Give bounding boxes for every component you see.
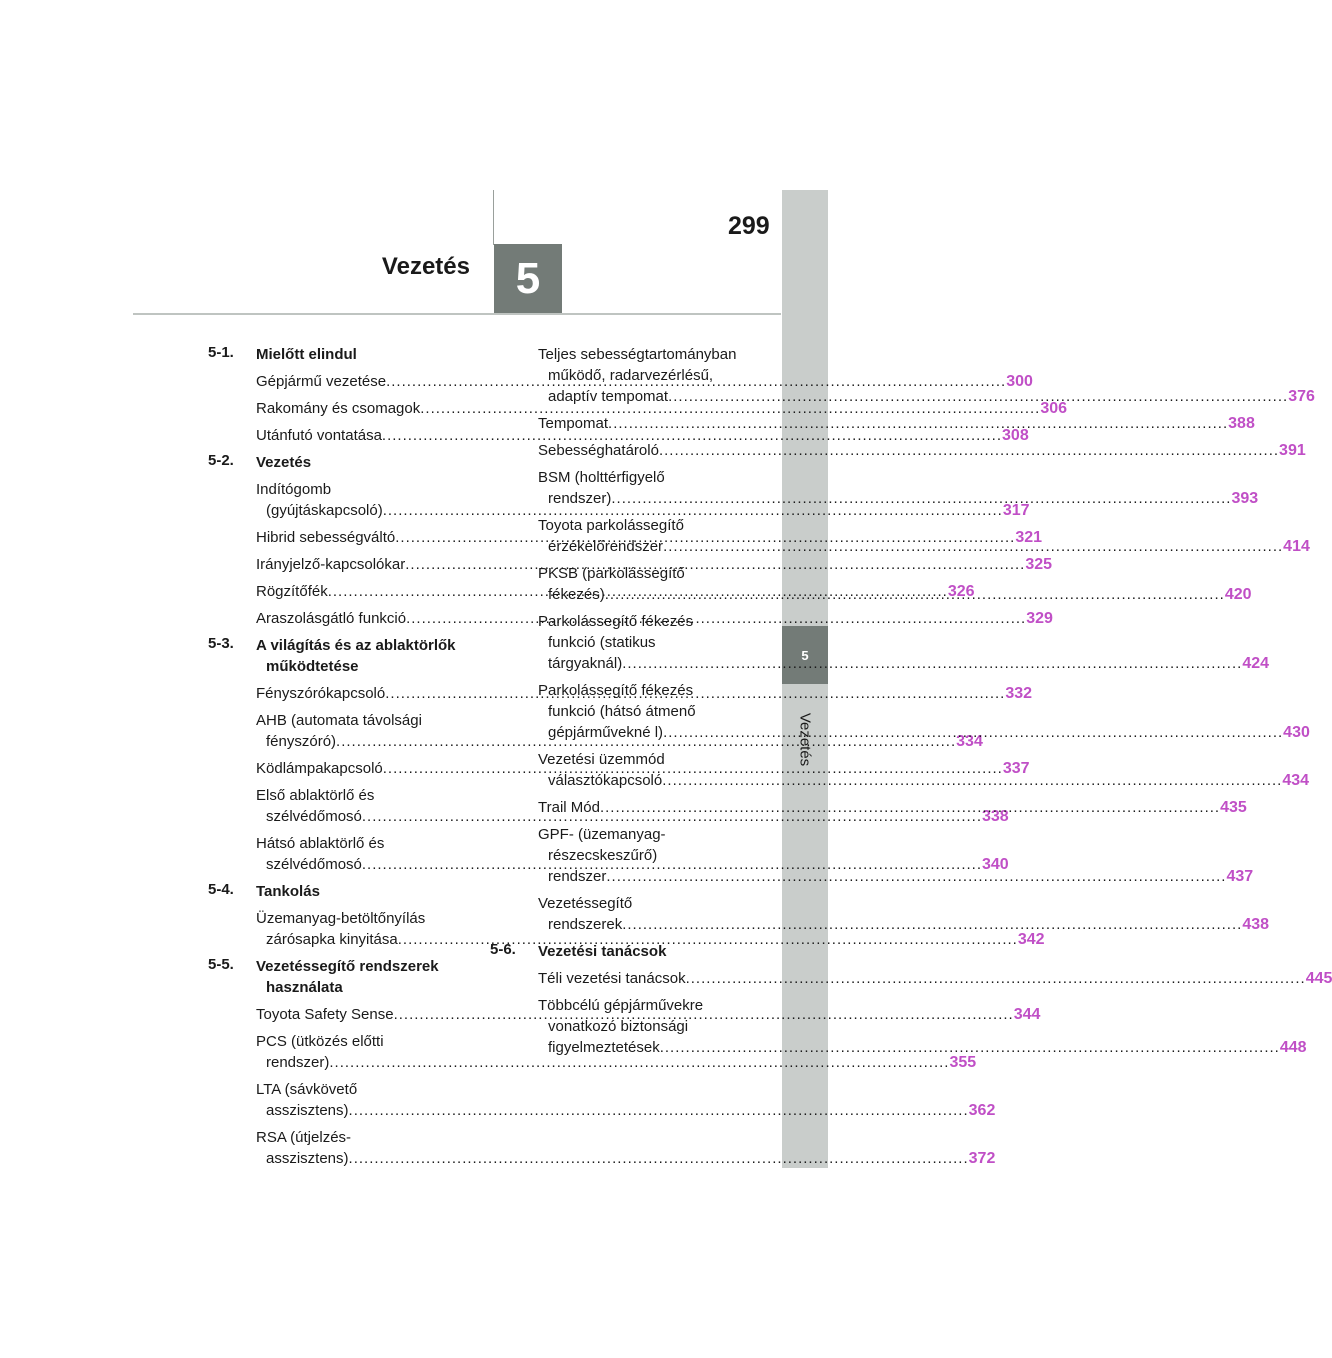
toc-entry-line — [256, 1148, 996, 1169]
page-reference-link[interactable]: 338 — [982, 808, 1009, 825]
dot-leader — [600, 799, 1220, 816]
page-reference-link[interactable]: 420 — [1224, 586, 1252, 603]
toc-entry-line — [538, 968, 1332, 989]
toc-entry-text: Ködlámpakapcsoló — [256, 760, 383, 777]
toc-entry-text: figyelmeztetések — [548, 1039, 660, 1056]
section-title — [256, 956, 466, 998]
toc-entry-line — [256, 1100, 996, 1121]
toc-entry-text: Többcélú gépjárművekre — [538, 997, 704, 1014]
toc-entry[interactable] — [538, 467, 1259, 509]
toc-entry-text: fékezés) — [548, 586, 605, 603]
toc-entry-text: Irányjelző-kapcsolókar — [256, 556, 406, 573]
page-reference-link[interactable]: 438 — [1242, 916, 1270, 933]
toc-entry-line — [256, 1052, 977, 1073]
page-reference-link[interactable]: 326 — [947, 583, 975, 600]
section-heading — [208, 956, 466, 998]
section-title-line: Vezetési tanácsok — [538, 943, 667, 960]
page-reference-link[interactable]: 362 — [968, 1102, 996, 1119]
page-reference-link[interactable]: 325 — [1025, 556, 1053, 573]
page-reference-link[interactable]: 308 — [1002, 427, 1029, 444]
page-reference-link[interactable]: 445 — [1305, 970, 1332, 987]
dot-leader — [605, 586, 1225, 603]
toc-entry-text: GPF- (üzemanyag- — [538, 826, 666, 843]
toc-entry[interactable] — [256, 1127, 996, 1169]
dot-leader — [622, 916, 1242, 933]
dot-leader — [662, 772, 1282, 789]
toc-entry-text: Rakomány és csomagok — [256, 400, 421, 417]
page-reference-link[interactable]: 317 — [1002, 502, 1030, 519]
page-reference-link[interactable]: 329 — [1026, 610, 1053, 627]
toc-entry-text: Indítógomb — [256, 481, 332, 498]
toc-entry-text: Utánfutó vontatása — [256, 427, 382, 444]
toc-entry-text: Tempomat — [538, 415, 609, 432]
toc-entry-text: Üzemanyag-betöltőnyílás — [256, 910, 426, 927]
toc-entry-line — [538, 488, 1259, 509]
page-reference-link[interactable]: 300 — [1006, 373, 1033, 390]
toc-entry-line — [538, 914, 1270, 935]
page-reference-link[interactable]: 321 — [1015, 529, 1043, 546]
page-reference-link[interactable]: 332 — [1005, 685, 1033, 702]
toc-entry-text: Vezetési üzemmód — [538, 751, 665, 768]
toc-entry-text: PKSB (parkolássegítő — [538, 565, 685, 582]
section-title-line: használata — [266, 979, 343, 996]
page-reference-link[interactable]: 340 — [982, 856, 1009, 873]
section-heading — [490, 941, 738, 962]
toc-entry[interactable] — [538, 968, 1332, 989]
toc-entry-line — [538, 1037, 1307, 1058]
toc-entry-text: AHB (automata távolsági — [256, 712, 422, 729]
toc-entry-text: Araszolásgátló funkció — [256, 610, 407, 627]
header-vertical-rule — [493, 190, 494, 245]
toc-entry-text: részecskeszűrő) — [548, 847, 658, 864]
page-reference-link[interactable]: 430 — [1283, 724, 1310, 741]
toc-entry-text: rendszer — [548, 868, 607, 885]
section-title-line: Vezetéssegítő rendszerek — [256, 958, 439, 975]
page-reference-link[interactable]: 437 — [1226, 868, 1254, 885]
toc-entry-text: Téli vezetési tanácsok — [538, 970, 686, 987]
toc-entry-text: szélvédőmosó — [266, 808, 362, 825]
dot-leader — [668, 388, 1288, 405]
toc-entry-text: RSA (útjelzés- — [256, 1129, 352, 1146]
toc-entry-text: Hátsó ablaktörlő és — [256, 835, 385, 852]
section-title — [256, 344, 466, 365]
toc-entry-line — [538, 770, 1310, 791]
toc-entry-text: Toyota Safety Sense — [256, 1006, 394, 1023]
section-title — [256, 452, 466, 473]
toc-entry-line — [256, 425, 1029, 446]
page-reference-link[interactable]: 344 — [1013, 1006, 1041, 1023]
section-number: 5-2. — [208, 452, 234, 469]
section-heading — [208, 344, 466, 365]
toc-entry-line — [538, 440, 1306, 461]
toc-entry-text: Gépjármű vezetése — [256, 373, 387, 390]
toc-entry-text: fényszóró) — [266, 733, 337, 750]
toc-entry-text: Sebességhatároló — [538, 442, 659, 459]
page-reference-link[interactable]: 424 — [1242, 655, 1270, 672]
toc-entry-text: gépjárművekné l) — [548, 724, 664, 741]
toc-entry-text: érzékelőrendszer — [548, 538, 664, 555]
page-reference-link[interactable]: 334 — [956, 733, 983, 750]
page-reference-link[interactable]: 414 — [1283, 538, 1310, 555]
page-reference-link[interactable]: 376 — [1288, 388, 1315, 405]
toc-entry-text: rendszerek — [548, 916, 623, 933]
dot-leader — [663, 724, 1283, 741]
page-reference-link[interactable]: 388 — [1228, 415, 1255, 432]
dot-leader — [622, 655, 1242, 672]
toc-entry-text: rendszer) — [548, 490, 612, 507]
toc-entry-text: működő, radarvezérlésű, — [548, 367, 714, 384]
page-reference-link[interactable]: 435 — [1220, 799, 1247, 816]
dot-leader — [611, 490, 1231, 507]
section-number: 5-6. — [490, 941, 516, 958]
toc-entry-line — [256, 398, 1068, 419]
toc-entry[interactable] — [256, 425, 1029, 446]
dot-leader — [349, 1102, 969, 1119]
section-title-line: Tankolás — [256, 883, 320, 900]
dot-leader — [686, 970, 1306, 987]
toc-entry-line — [538, 653, 1270, 674]
header-divider — [133, 313, 781, 315]
toc-entry-text: adaptív tempomat — [548, 388, 669, 405]
toc-entry-text: zárósapka kinyitása — [266, 931, 398, 948]
toc-entry-text: PCS (ütközés előtti — [256, 1033, 384, 1050]
section-title — [256, 881, 466, 902]
toc-entry[interactable] — [538, 893, 1270, 935]
page-number: 299 — [728, 212, 770, 240]
toc-entry-text: vonatkozó biztonsági — [548, 1018, 689, 1035]
toc-entry-line — [538, 386, 1315, 407]
dot-leader — [659, 442, 1279, 459]
toc-entry-text: választókapcsoló — [548, 772, 663, 789]
section-number: 5-3. — [208, 635, 234, 652]
page-reference-link[interactable]: 391 — [1279, 442, 1306, 459]
side-tab-label: Vezetés — [796, 712, 814, 767]
section-title-line: Mielőtt elindul — [256, 346, 357, 363]
dot-leader — [606, 868, 1226, 885]
toc-entry[interactable] — [538, 440, 1306, 461]
section-heading — [208, 452, 466, 473]
toc-entry-text: Toyota parkolássegítő — [538, 517, 684, 534]
toc-entry[interactable] — [538, 413, 1255, 434]
section-number: 5-4. — [208, 881, 234, 898]
section-heading — [208, 881, 466, 902]
chapter-number-box: 5 — [494, 244, 562, 314]
page-reference-link[interactable]: 372 — [968, 1150, 996, 1167]
chapter-title: Vezetés — [381, 253, 470, 280]
toc-entry-text: (gyújtáskapcsoló) — [266, 502, 383, 519]
toc-entry-line — [256, 500, 1030, 521]
toc-entry[interactable] — [256, 1079, 996, 1121]
toc-entry-line — [538, 413, 1255, 434]
toc-entry-text: asszisztens) — [266, 1102, 349, 1119]
section-number: 5-5. — [208, 956, 234, 973]
page-reference-link[interactable]: 306 — [1040, 400, 1068, 417]
toc-entry-text: szélvédőmosó — [266, 856, 362, 873]
toc-entry-text: rendszer) — [266, 1054, 330, 1071]
toc-entry-text: tárgyaknál) — [548, 655, 623, 672]
page-reference-link[interactable]: 393 — [1231, 490, 1259, 507]
toc-entry-text: Hibrid sebességváltó — [256, 529, 396, 546]
toc-entry-text: Parkolássegítő fékezés — [538, 682, 694, 699]
dot-leader — [349, 1150, 969, 1167]
toc-entry-text: Trail Mód — [538, 799, 600, 816]
page-reference-link[interactable]: 342 — [1017, 931, 1045, 948]
page-reference-link[interactable]: 337 — [1002, 760, 1030, 777]
section-title-line: Vezetés — [256, 454, 312, 471]
toc-entry-text: Rögzítőfék — [256, 583, 328, 600]
toc-entry-text: Első ablaktörlő és — [256, 787, 375, 804]
dot-leader — [660, 1039, 1280, 1056]
page-reference-link[interactable]: 355 — [949, 1054, 977, 1071]
dot-leader — [608, 415, 1228, 432]
toc-entry-text: Parkolássegítő fékezés — [538, 613, 694, 630]
toc-entry-text: asszisztens) — [266, 1150, 349, 1167]
toc-entry-text: Teljes sebességtartományban — [538, 346, 737, 363]
dot-leader — [663, 538, 1283, 555]
toc-entry-text: Fényszórókapcsoló — [256, 685, 386, 702]
section-heading — [208, 635, 466, 677]
section-title — [256, 635, 466, 677]
toc-entry-text: LTA (sávkövető — [256, 1081, 358, 1098]
page-reference-link[interactable]: 448 — [1279, 1039, 1307, 1056]
toc-entry-line — [538, 866, 1254, 887]
toc-entry-text: Vezetéssegítő — [538, 895, 633, 912]
section-title — [538, 941, 738, 962]
side-tab-number[interactable]: 5 — [782, 626, 828, 684]
toc-entry-text: funkció (statikus — [548, 634, 656, 651]
section-number: 5-1. — [208, 344, 234, 361]
toc-entry-text: BSM (holttérfigyelő — [538, 469, 665, 486]
toc-entry-text: funkció (hátsó átmenő — [548, 703, 696, 720]
section-title-line: működtetése — [266, 658, 359, 675]
section-title-line: A világítás és az ablaktörlők — [256, 637, 456, 654]
toc-entry[interactable] — [256, 398, 1068, 419]
page-reference-link[interactable]: 434 — [1282, 772, 1310, 789]
